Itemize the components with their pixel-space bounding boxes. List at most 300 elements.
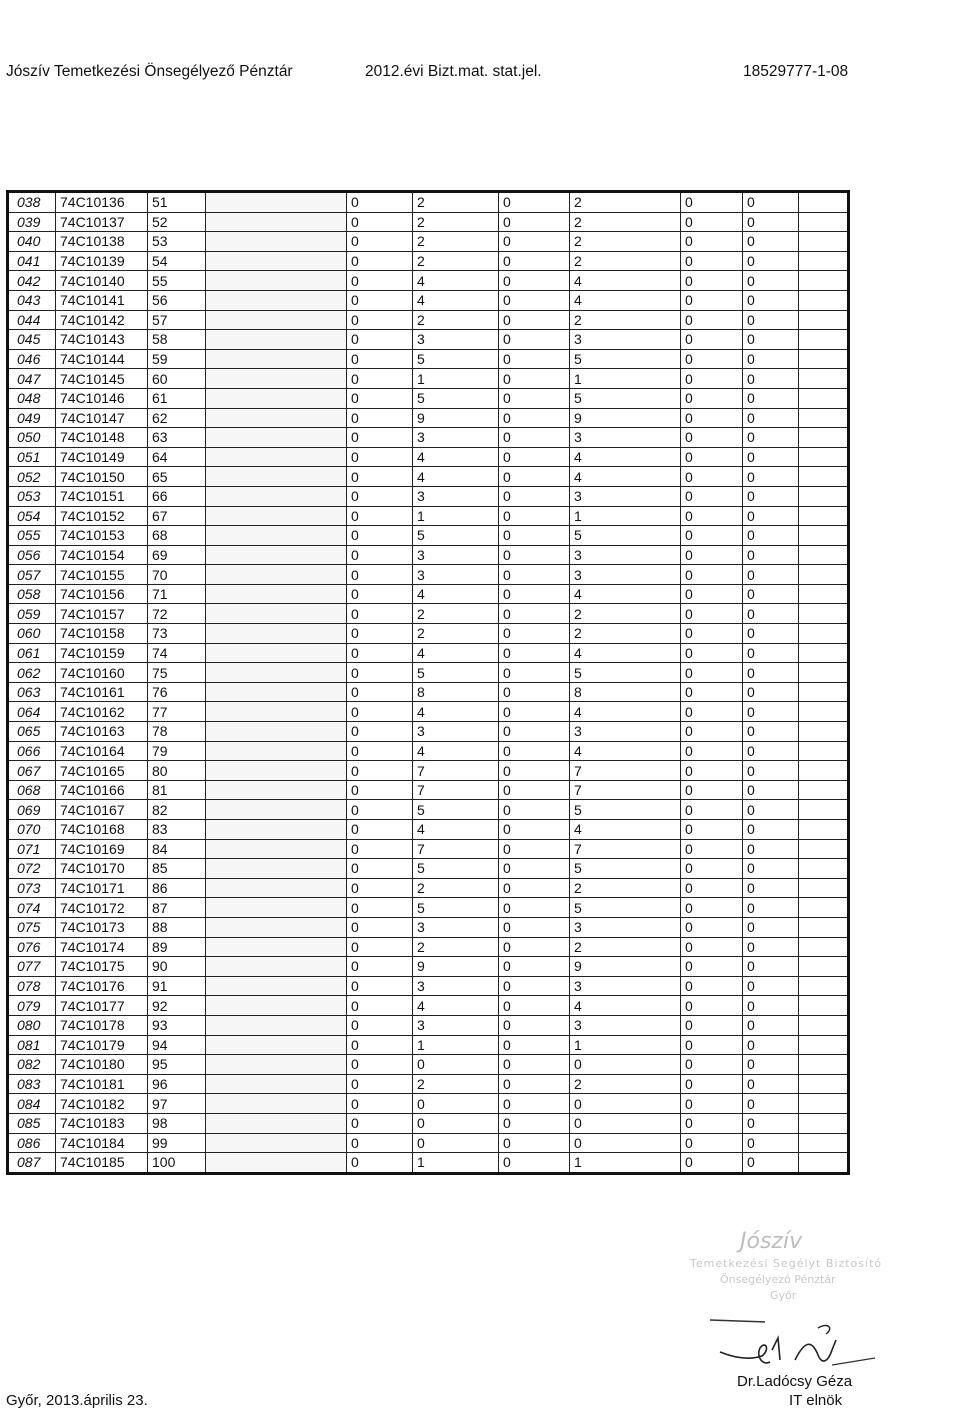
cell-value: 0 xyxy=(743,447,799,467)
cell-value: 3 xyxy=(570,486,681,506)
cell-serial: 65 xyxy=(148,467,206,487)
cell-code: 74C10164 xyxy=(56,741,148,761)
cell-blank xyxy=(206,780,347,800)
cell-value: 0 xyxy=(681,1113,743,1133)
cell-row-code: 085 xyxy=(8,1113,56,1133)
cell-value: 0 xyxy=(743,976,799,996)
cell-serial: 57 xyxy=(148,310,206,330)
cell-value: 0 xyxy=(681,604,743,624)
cell-value: 0 xyxy=(681,820,743,840)
cell-blank xyxy=(799,290,849,310)
cell-value: 0 xyxy=(347,545,413,565)
cell-value: 0 xyxy=(681,486,743,506)
cell-value: 0 xyxy=(743,212,799,232)
table-row xyxy=(8,467,849,487)
cell-value: 0 xyxy=(499,1015,570,1035)
cell-code: 74C10149 xyxy=(56,447,148,467)
cell-row-code: 054 xyxy=(8,506,56,526)
cell-blank xyxy=(206,761,347,781)
cell-value: 0 xyxy=(347,1113,413,1133)
cell-blank xyxy=(206,624,347,644)
cell-value: 2 xyxy=(570,251,681,271)
cell-value: 0 xyxy=(743,349,799,369)
cell-value: 0 xyxy=(743,545,799,565)
cell-value: 0 xyxy=(347,859,413,879)
cell-value: 0 xyxy=(681,722,743,742)
cell-value: 0 xyxy=(681,663,743,683)
cell-blank xyxy=(206,957,347,977)
cell-value: 0 xyxy=(499,526,570,546)
cell-code: 74C10175 xyxy=(56,957,148,977)
cell-code: 74C10148 xyxy=(56,428,148,448)
table-row xyxy=(8,996,849,1016)
cell-value: 0 xyxy=(499,271,570,291)
cell-value: 0 xyxy=(347,898,413,918)
cell-code: 74C10139 xyxy=(56,251,148,271)
cell-value: 3 xyxy=(413,428,499,448)
cell-blank xyxy=(206,330,347,350)
table-row xyxy=(8,565,849,585)
cell-value: 0 xyxy=(681,1153,743,1174)
cell-row-code: 042 xyxy=(8,271,56,291)
table-row xyxy=(8,428,849,448)
table-row xyxy=(8,330,849,350)
cell-value: 2 xyxy=(570,1074,681,1094)
cell-value: 0 xyxy=(681,996,743,1016)
cell-code: 74C10177 xyxy=(56,996,148,1016)
cell-value: 1 xyxy=(570,1153,681,1174)
cell-value: 0 xyxy=(743,741,799,761)
cell-blank xyxy=(799,388,849,408)
cell-serial: 95 xyxy=(148,1055,206,1075)
cell-value: 0 xyxy=(743,428,799,448)
cell-code: 74C10146 xyxy=(56,388,148,408)
cell-value: 0 xyxy=(347,604,413,624)
cell-code: 74C10136 xyxy=(56,192,148,213)
cell-value: 0 xyxy=(347,330,413,350)
cell-blank xyxy=(799,957,849,977)
cell-blank xyxy=(799,447,849,467)
cell-row-code: 068 xyxy=(8,780,56,800)
cell-value: 4 xyxy=(413,467,499,487)
table-row xyxy=(8,859,849,879)
cell-value: 0 xyxy=(347,663,413,683)
cell-value: 0 xyxy=(743,251,799,271)
cell-value: 0 xyxy=(743,1055,799,1075)
cell-value: 0 xyxy=(681,917,743,937)
cell-blank xyxy=(799,1153,849,1174)
cell-blank xyxy=(206,722,347,742)
table-row xyxy=(8,937,849,957)
cell-blank xyxy=(206,1133,347,1153)
cell-code: 74C10176 xyxy=(56,976,148,996)
cell-value: 0 xyxy=(681,643,743,663)
cell-blank xyxy=(799,408,849,428)
cell-serial: 79 xyxy=(148,741,206,761)
cell-value: 1 xyxy=(413,1153,499,1174)
cell-value: 0 xyxy=(743,839,799,859)
cell-value: 4 xyxy=(570,447,681,467)
cell-value: 0 xyxy=(681,957,743,977)
cell-value: 3 xyxy=(413,1015,499,1035)
cell-value: 0 xyxy=(347,917,413,937)
cell-value: 3 xyxy=(413,486,499,506)
cell-serial: 83 xyxy=(148,820,206,840)
cell-value: 0 xyxy=(681,506,743,526)
cell-value: 5 xyxy=(570,388,681,408)
table-row xyxy=(8,1055,849,1075)
cell-value: 0 xyxy=(681,565,743,585)
cell-value: 0 xyxy=(743,1153,799,1174)
cell-row-code: 053 xyxy=(8,486,56,506)
cell-blank xyxy=(206,663,347,683)
cell-value: 4 xyxy=(570,290,681,310)
table-row xyxy=(8,957,849,977)
cell-value: 0 xyxy=(743,330,799,350)
cell-blank xyxy=(799,663,849,683)
cell-blank xyxy=(799,702,849,722)
cell-value: 9 xyxy=(413,408,499,428)
cell-serial: 64 xyxy=(148,447,206,467)
cell-blank xyxy=(206,604,347,624)
cell-value: 0 xyxy=(681,584,743,604)
cell-value: 0 xyxy=(499,624,570,644)
cell-code: 74C10153 xyxy=(56,526,148,546)
cell-value: 5 xyxy=(570,663,681,683)
cell-blank xyxy=(799,271,849,291)
cell-value: 2 xyxy=(413,878,499,898)
cell-value: 2 xyxy=(570,310,681,330)
cell-serial: 70 xyxy=(148,565,206,585)
cell-blank xyxy=(799,192,849,213)
cell-value: 0 xyxy=(347,1055,413,1075)
table-row xyxy=(8,1153,849,1174)
cell-value: 0 xyxy=(347,1035,413,1055)
cell-code: 74C10181 xyxy=(56,1074,148,1094)
table-row xyxy=(8,486,849,506)
cell-value: 0 xyxy=(681,780,743,800)
cell-value: 0 xyxy=(681,369,743,389)
cell-value: 4 xyxy=(413,820,499,840)
cell-value: 0 xyxy=(743,1035,799,1055)
report-title: 2012.évi Bizt.mat. stat.jel. xyxy=(365,63,542,80)
cell-serial: 90 xyxy=(148,957,206,977)
cell-value: 4 xyxy=(570,467,681,487)
cell-value: 0 xyxy=(743,1094,799,1114)
cell-value: 0 xyxy=(499,388,570,408)
cell-blank xyxy=(206,271,347,291)
cell-value: 0 xyxy=(681,1074,743,1094)
cell-serial: 89 xyxy=(148,937,206,957)
cell-serial: 53 xyxy=(148,232,206,252)
cell-value: 5 xyxy=(570,859,681,879)
cell-value: 0 xyxy=(743,996,799,1016)
cell-value: 0 xyxy=(743,565,799,585)
cell-blank xyxy=(799,1015,849,1035)
cell-value: 0 xyxy=(743,663,799,683)
cell-serial: 71 xyxy=(148,584,206,604)
cell-value: 0 xyxy=(681,251,743,271)
cell-value: 0 xyxy=(347,741,413,761)
cell-value: 5 xyxy=(413,800,499,820)
cell-blank xyxy=(206,584,347,604)
cell-row-code: 041 xyxy=(8,251,56,271)
cell-value: 0 xyxy=(347,937,413,957)
cell-value: 3 xyxy=(413,545,499,565)
cell-value: 4 xyxy=(413,447,499,467)
cell-value: 0 xyxy=(743,702,799,722)
table-row xyxy=(8,584,849,604)
cell-value: 0 xyxy=(499,1094,570,1114)
cell-serial: 69 xyxy=(148,545,206,565)
cell-value: 0 xyxy=(347,290,413,310)
place-and-date: Győr, 2013.április 23. xyxy=(6,1392,148,1409)
cell-value: 0 xyxy=(499,898,570,918)
cell-value: 0 xyxy=(570,1094,681,1114)
cell-blank xyxy=(206,741,347,761)
cell-value: 0 xyxy=(347,1153,413,1174)
cell-value: 3 xyxy=(570,722,681,742)
cell-value: 0 xyxy=(413,1055,499,1075)
cell-blank xyxy=(206,428,347,448)
cell-value: 5 xyxy=(570,349,681,369)
cell-value: 0 xyxy=(681,428,743,448)
cell-row-code: 043 xyxy=(8,290,56,310)
cell-value: 2 xyxy=(413,937,499,957)
cell-row-code: 077 xyxy=(8,957,56,977)
table-row xyxy=(8,643,849,663)
cell-blank xyxy=(206,1094,347,1114)
cell-code: 74C10161 xyxy=(56,682,148,702)
cell-value: 2 xyxy=(413,604,499,624)
cell-blank xyxy=(206,232,347,252)
cell-value: 0 xyxy=(743,780,799,800)
cell-blank xyxy=(206,976,347,996)
cell-blank xyxy=(799,565,849,585)
cell-value: 0 xyxy=(743,624,799,644)
cell-serial: 73 xyxy=(148,624,206,644)
cell-value: 1 xyxy=(413,369,499,389)
cell-value: 0 xyxy=(681,290,743,310)
cell-code: 74C10170 xyxy=(56,859,148,879)
cell-value: 0 xyxy=(347,800,413,820)
cell-serial: 80 xyxy=(148,761,206,781)
cell-code: 74C10182 xyxy=(56,1094,148,1114)
cell-code: 74C10173 xyxy=(56,917,148,937)
table-row xyxy=(8,506,849,526)
cell-value: 3 xyxy=(570,428,681,448)
cell-value: 4 xyxy=(570,643,681,663)
cell-value: 0 xyxy=(499,506,570,526)
table-row xyxy=(8,251,849,271)
cell-value: 7 xyxy=(570,839,681,859)
cell-blank xyxy=(799,330,849,350)
cell-value: 0 xyxy=(681,330,743,350)
cell-blank xyxy=(799,820,849,840)
cell-blank xyxy=(206,545,347,565)
cell-value: 0 xyxy=(681,682,743,702)
cell-row-code: 073 xyxy=(8,878,56,898)
table-row xyxy=(8,232,849,252)
cell-code: 74C10157 xyxy=(56,604,148,624)
cell-blank xyxy=(206,349,347,369)
cell-code: 74C10151 xyxy=(56,486,148,506)
cell-value: 3 xyxy=(570,565,681,585)
cell-value: 0 xyxy=(681,702,743,722)
cell-value: 0 xyxy=(499,682,570,702)
cell-blank xyxy=(799,1133,849,1153)
cell-value: 0 xyxy=(413,1113,499,1133)
cell-value: 4 xyxy=(413,271,499,291)
cell-blank xyxy=(799,917,849,937)
cell-value: 0 xyxy=(681,878,743,898)
cell-code: 74C10184 xyxy=(56,1133,148,1153)
cell-value: 0 xyxy=(347,682,413,702)
cell-code: 74C10166 xyxy=(56,780,148,800)
cell-value: 0 xyxy=(499,663,570,683)
cell-value: 0 xyxy=(743,898,799,918)
table-row xyxy=(8,682,849,702)
cell-row-code: 084 xyxy=(8,1094,56,1114)
cell-blank xyxy=(206,937,347,957)
table-row xyxy=(8,545,849,565)
cell-code: 74C10152 xyxy=(56,506,148,526)
cell-value: 4 xyxy=(413,996,499,1016)
cell-value: 0 xyxy=(347,780,413,800)
cell-row-code: 040 xyxy=(8,232,56,252)
cell-value: 2 xyxy=(570,604,681,624)
table-row xyxy=(8,388,849,408)
cell-value: 0 xyxy=(743,192,799,213)
cell-code: 74C10167 xyxy=(56,800,148,820)
cell-row-code: 059 xyxy=(8,604,56,624)
cell-blank xyxy=(799,624,849,644)
cell-blank xyxy=(799,761,849,781)
cell-value: 0 xyxy=(681,526,743,546)
cell-value: 0 xyxy=(347,624,413,644)
cell-blank xyxy=(206,1074,347,1094)
cell-serial: 66 xyxy=(148,486,206,506)
cell-value: 5 xyxy=(570,898,681,918)
cell-row-code: 076 xyxy=(8,937,56,957)
cell-code: 74C10174 xyxy=(56,937,148,957)
table-row xyxy=(8,310,849,330)
cell-blank xyxy=(799,604,849,624)
cell-value: 0 xyxy=(347,565,413,585)
cell-value: 4 xyxy=(570,271,681,291)
table-row xyxy=(8,369,849,389)
cell-code: 74C10140 xyxy=(56,271,148,291)
cell-value: 0 xyxy=(681,624,743,644)
cell-value: 0 xyxy=(681,898,743,918)
cell-value: 0 xyxy=(681,1055,743,1075)
cell-code: 74C10169 xyxy=(56,839,148,859)
table-row xyxy=(8,917,849,937)
cell-value: 5 xyxy=(570,800,681,820)
cell-value: 0 xyxy=(743,859,799,879)
cell-value: 0 xyxy=(743,643,799,663)
cell-value: 5 xyxy=(570,526,681,546)
cell-blank xyxy=(799,1113,849,1133)
cell-code: 74C10155 xyxy=(56,565,148,585)
cell-value: 0 xyxy=(347,388,413,408)
cell-value: 0 xyxy=(499,486,570,506)
table-row xyxy=(8,800,849,820)
cell-code: 74C10163 xyxy=(56,722,148,742)
cell-value: 0 xyxy=(499,800,570,820)
cell-blank xyxy=(206,1055,347,1075)
cell-value: 0 xyxy=(347,349,413,369)
cell-blank xyxy=(799,1035,849,1055)
cell-blank xyxy=(206,820,347,840)
cell-blank xyxy=(206,447,347,467)
cell-code: 74C10137 xyxy=(56,212,148,232)
cell-row-code: 079 xyxy=(8,996,56,1016)
cell-value: 0 xyxy=(499,212,570,232)
handwritten-signature xyxy=(700,1310,890,1380)
cell-blank xyxy=(206,1113,347,1133)
cell-value: 0 xyxy=(570,1133,681,1153)
cell-value: 1 xyxy=(413,1035,499,1055)
cell-value: 7 xyxy=(413,839,499,859)
cell-row-code: 046 xyxy=(8,349,56,369)
cell-value: 0 xyxy=(499,290,570,310)
cell-value: 0 xyxy=(681,212,743,232)
cell-blank xyxy=(206,996,347,1016)
cell-blank xyxy=(799,859,849,879)
cell-serial: 68 xyxy=(148,526,206,546)
cell-blank xyxy=(206,1035,347,1055)
cell-value: 2 xyxy=(570,937,681,957)
cell-value: 0 xyxy=(743,878,799,898)
cell-code: 74C10162 xyxy=(56,702,148,722)
cell-blank xyxy=(799,526,849,546)
cell-value: 0 xyxy=(681,271,743,291)
cell-blank xyxy=(206,506,347,526)
cell-serial: 86 xyxy=(148,878,206,898)
cell-value: 3 xyxy=(570,976,681,996)
cell-code: 74C10158 xyxy=(56,624,148,644)
cell-value: 0 xyxy=(743,506,799,526)
table-row xyxy=(8,663,849,683)
cell-value: 0 xyxy=(743,1113,799,1133)
signatory-name: Dr.Ladócsy Géza xyxy=(737,1373,853,1390)
table-row xyxy=(8,526,849,546)
cell-blank xyxy=(206,565,347,585)
cell-serial: 60 xyxy=(148,369,206,389)
cell-serial: 67 xyxy=(148,506,206,526)
table-row xyxy=(8,192,849,213)
cell-value: 7 xyxy=(413,761,499,781)
cell-value: 0 xyxy=(743,937,799,957)
cell-value: 5 xyxy=(413,349,499,369)
cell-value: 0 xyxy=(681,741,743,761)
cell-value: 0 xyxy=(681,349,743,369)
cell-row-code: 058 xyxy=(8,584,56,604)
cell-row-code: 067 xyxy=(8,761,56,781)
cell-blank xyxy=(799,369,849,389)
cell-value: 0 xyxy=(499,251,570,271)
cell-row-code: 052 xyxy=(8,467,56,487)
cell-value: 0 xyxy=(681,761,743,781)
cell-blank xyxy=(206,251,347,271)
cell-value: 0 xyxy=(347,369,413,389)
cell-value: 0 xyxy=(347,251,413,271)
cell-value: 0 xyxy=(681,310,743,330)
cell-value: 0 xyxy=(499,408,570,428)
cell-row-code: 070 xyxy=(8,820,56,840)
cell-value: 4 xyxy=(413,702,499,722)
